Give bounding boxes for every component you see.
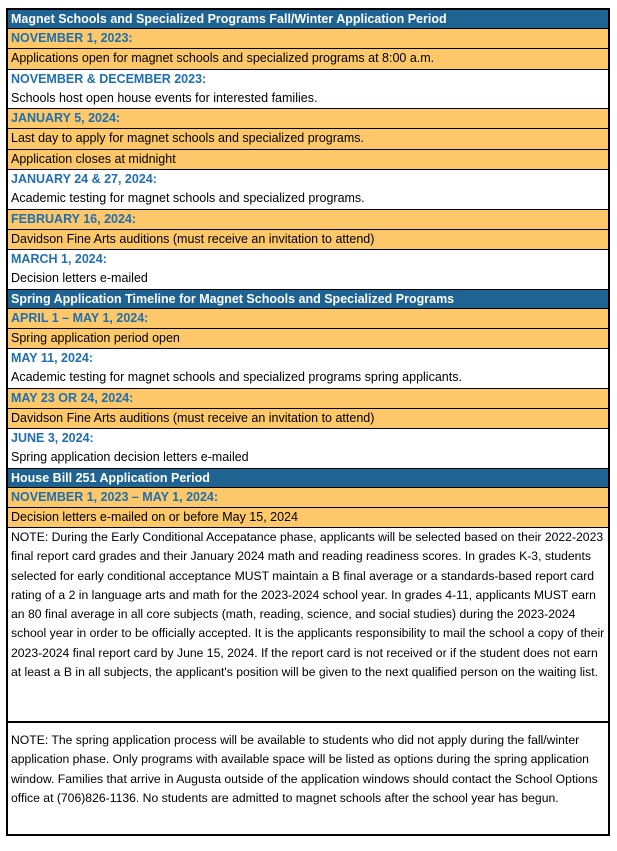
entry-date: JANUARY 24 & 27, 2024:: [11, 172, 157, 186]
timeline-entry: [8, 389, 608, 430]
entry-date: MAY 23 OR 24, 2024:: [8, 389, 608, 409]
entry-date: JUNE 3, 2024:: [11, 431, 94, 445]
entry-text: Applications open for magnet schools and specialized programs at 8:00 a.m.: [11, 51, 435, 65]
entry-text: Spring application decision letters e-mailed: [11, 450, 249, 464]
timeline-entry: [8, 29, 608, 70]
timeline-entry: [8, 170, 608, 210]
timeline-entry: [8, 70, 608, 110]
entry-text: Decision letters e-mailed: [11, 271, 148, 285]
entry-date: MARCH 1, 2024:: [11, 252, 107, 266]
entry-text: Last day to apply for magnet schools and specialized programs.: [8, 129, 608, 150]
entry-date: NOVEMBER & DECEMBER 2023:: [11, 71, 207, 86]
entry-date: NOVEMBER 1, 2023 – MAY 1, 2024:: [8, 488, 608, 508]
entry-text: Davidson Fine Arts auditions (must receive an invitation to attend): [11, 231, 375, 246]
entry-text: Decision letters e-mailed on or before May 15, 2024: [11, 509, 298, 524]
timeline-entry: [8, 109, 608, 170]
early-acceptance-note: NOTE: During the Early Conditional Accepatance phase, applicants will be selected based on their 2022-2023 final report card grades and their January 2024 math and reading readiness scores. In grades K-3, students selected for early conditional acceptance MUST maintain a B final average or a standards-based report card rating of a 2 in language arts and math for the 2023-2024 school year. In grades 4-11, applicants MUST earn an 80 final average in all core subjects (math, reading, science, and social studies) during the 2023-2024 school year in order to be officially accepted. It is the applicants responsibility to mail the school a copy of their 2023-2024 final report card by June 15, 2024. If the report card is not received or if the student does not earn at least a B in all subjects, the applicant's position will be given to the next qualified person on the waiting list.: [8, 528, 608, 722]
spring-application-note: NOTE: The spring application process will be available to students who did not apply during the fall/winter application phase. Only programs with available space will be listed as options during the spring application window. Families that arrive in Augusta outside of the application windows should contact the School Options office at (706)826-1136. No students are admitted to magnet schools after the school year has begun.: [8, 722, 608, 834]
timeline-entry: [8, 210, 608, 251]
entry-date: FEBRUARY 16, 2024:: [8, 210, 608, 230]
timeline-entry: [8, 309, 608, 350]
section-header: Magnet Schools and Specialized Programs Fall/Winter Application Period: [8, 10, 608, 29]
section-header: House Bill 251 Application Period: [8, 469, 608, 488]
entry-text: Academic testing for magnet schools and specialized programs.: [11, 191, 365, 205]
entry-date: APRIL 1 – MAY 1, 2024:: [8, 309, 608, 329]
entry-text: Schools host open house events for interested families.: [11, 90, 318, 105]
entry-text: Davidson Fine Arts auditions (must receive an invitation to attend): [11, 410, 375, 425]
entry-text: Spring application period open: [11, 330, 180, 345]
application-timeline-table: [6, 8, 610, 836]
entry-date: NOVEMBER 1, 2023:: [8, 29, 608, 49]
entry-text: Academic testing for magnet schools and specialized programs spring applicants.: [11, 370, 462, 384]
timeline-entry: [8, 349, 608, 389]
timeline-entry: [8, 488, 608, 529]
entry-date: MAY 11, 2024:: [11, 351, 94, 365]
entry-text: Application closes at midnight: [11, 151, 176, 166]
timeline-entry: [8, 250, 608, 290]
section-header: Spring Application Timeline for Magnet Schools and Specialized Programs: [8, 290, 608, 309]
entry-date: JANUARY 5, 2024:: [8, 109, 608, 129]
timeline-entry: [8, 429, 608, 469]
